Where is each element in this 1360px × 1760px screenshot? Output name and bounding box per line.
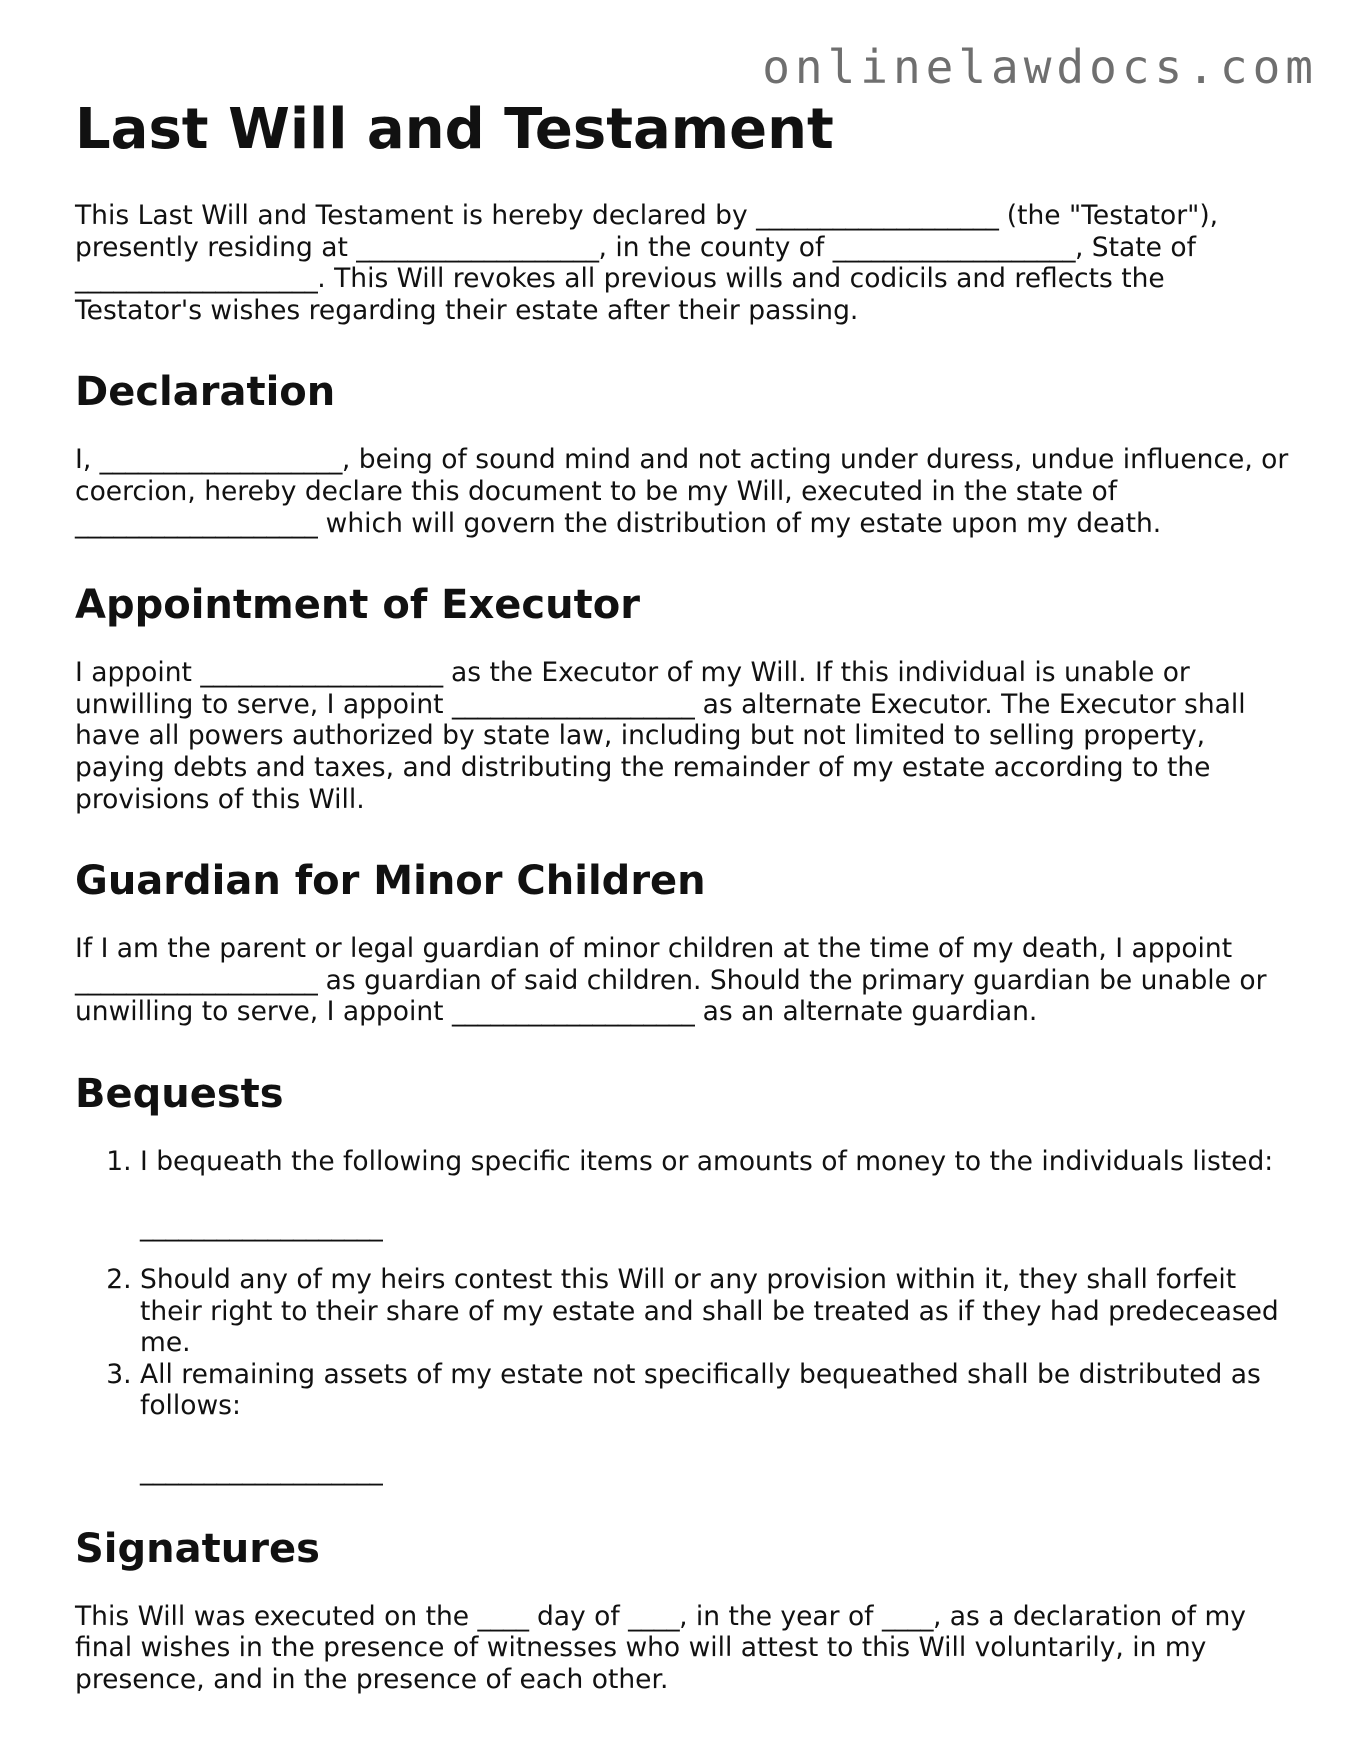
guardian-text: as an alternate guardian. xyxy=(694,996,1038,1028)
intro-text: (the "Testator"), presently residing at xyxy=(75,200,1219,263)
state-blank[interactable]: ___________________ xyxy=(75,263,318,295)
testator-name-blank[interactable]: ___________________ xyxy=(756,200,999,231)
guardian-text: If I am the parent or legal guardian of minor children at the time of my death, I appoint xyxy=(75,933,1233,965)
executor-paragraph xyxy=(75,657,1295,815)
county-blank[interactable]: ___________________ xyxy=(832,231,1075,263)
guardian-heading: Guardian for Minor Children xyxy=(75,858,706,905)
declaration-text: I, xyxy=(75,444,100,476)
declarant-name-blank[interactable]: ___________________ xyxy=(99,444,342,476)
guardian-text: as guardian of said children. Should the primary guardian be unable or unwilling to serve, I appoint xyxy=(75,964,1267,1028)
executor-text: I appoint xyxy=(75,657,201,689)
executor-name-blank[interactable]: ___________________ xyxy=(200,657,443,689)
executor-heading: Appointment of Executor xyxy=(75,582,640,629)
declaration-text: , being of sound mind and not acting under duress, undue influence, or coercion, hereby declare this document to be my Will, executed in the state of xyxy=(75,444,1289,507)
day-blank[interactable]: ____ xyxy=(477,1600,529,1632)
month-blank[interactable]: ____ xyxy=(628,1600,680,1632)
intro-text: , State of xyxy=(1074,231,1196,263)
declaration-heading: Declaration xyxy=(75,369,336,416)
signatures-paragraph xyxy=(75,1601,1295,1696)
intro-text: This Last Will and Testament is hereby declared by xyxy=(75,200,757,231)
signatures-text: , as a declaration of my final wishes in the presence of witnesses who will attest to this Will voluntarily, in my presence, and in the presence of each other. xyxy=(75,1600,1246,1695)
executor-text: as the Executor of my Will. If this individual is unable or unwilling to serve, I appoint xyxy=(75,657,1190,720)
signatures-text: day of xyxy=(528,1600,629,1632)
remaining-assets-blank[interactable]: ___________________ xyxy=(140,1455,383,1487)
year-blank[interactable]: ____ xyxy=(881,1600,933,1632)
executed-state-blank[interactable]: ___________________ xyxy=(75,507,318,539)
bequest-item-text: I bequeath the following specific items or amounts of money to the individuals listed: xyxy=(140,1145,1274,1177)
guardian-paragraph xyxy=(75,933,1295,1028)
intro-text: . This Will revokes all previous wills and codicils and reflects the Testator's wishes regarding their estate after their passing. xyxy=(75,263,1165,326)
intro-text: , in the county of xyxy=(598,231,833,263)
document-title: Last Will and Testament xyxy=(75,97,834,162)
signatures-text: This Will was executed on the xyxy=(75,1600,478,1632)
list-item xyxy=(140,1359,1295,1487)
bequest-item-text: All remaining assets of my estate not specifically bequeathed shall be distributed as follows: xyxy=(140,1358,1261,1422)
list-item xyxy=(140,1146,1295,1242)
signatures-text: , in the year of xyxy=(679,1600,882,1632)
specific-bequests-blank[interactable]: ___________________ xyxy=(140,1210,383,1242)
declaration-text: which will govern the distribution of my estate upon my death. xyxy=(317,507,1162,539)
bequests-heading: Bequests xyxy=(75,1070,284,1117)
bequests-list xyxy=(75,1146,1295,1487)
list-item xyxy=(140,1264,1295,1359)
intro-paragraph xyxy=(75,200,1295,326)
document-page xyxy=(75,98,1295,1737)
signatures-heading: Signatures xyxy=(75,1525,320,1572)
guardian-name-blank[interactable]: ___________________ xyxy=(75,964,318,996)
alternate-executor-blank[interactable]: ___________________ xyxy=(451,688,695,720)
bequest-item-text: Should any of my heirs contest this Will or any provision within it, they shall forfeit their right to their share of my estate and shall be treated as if they had predeceased me. xyxy=(140,1264,1279,1359)
executor-text: as alternate Executor. The Executor shall have all powers authorized by state law, including but not limited to selling property, paying debts and taxes, and distributing the remainder of my estate according to the provisions of this Will. xyxy=(75,688,1246,815)
residence-blank[interactable]: ___________________ xyxy=(356,231,599,263)
watermark: onlinelawdocs.com xyxy=(762,40,1318,94)
alternate-guardian-blank[interactable]: ___________________ xyxy=(451,996,695,1028)
declaration-paragraph xyxy=(75,444,1295,539)
